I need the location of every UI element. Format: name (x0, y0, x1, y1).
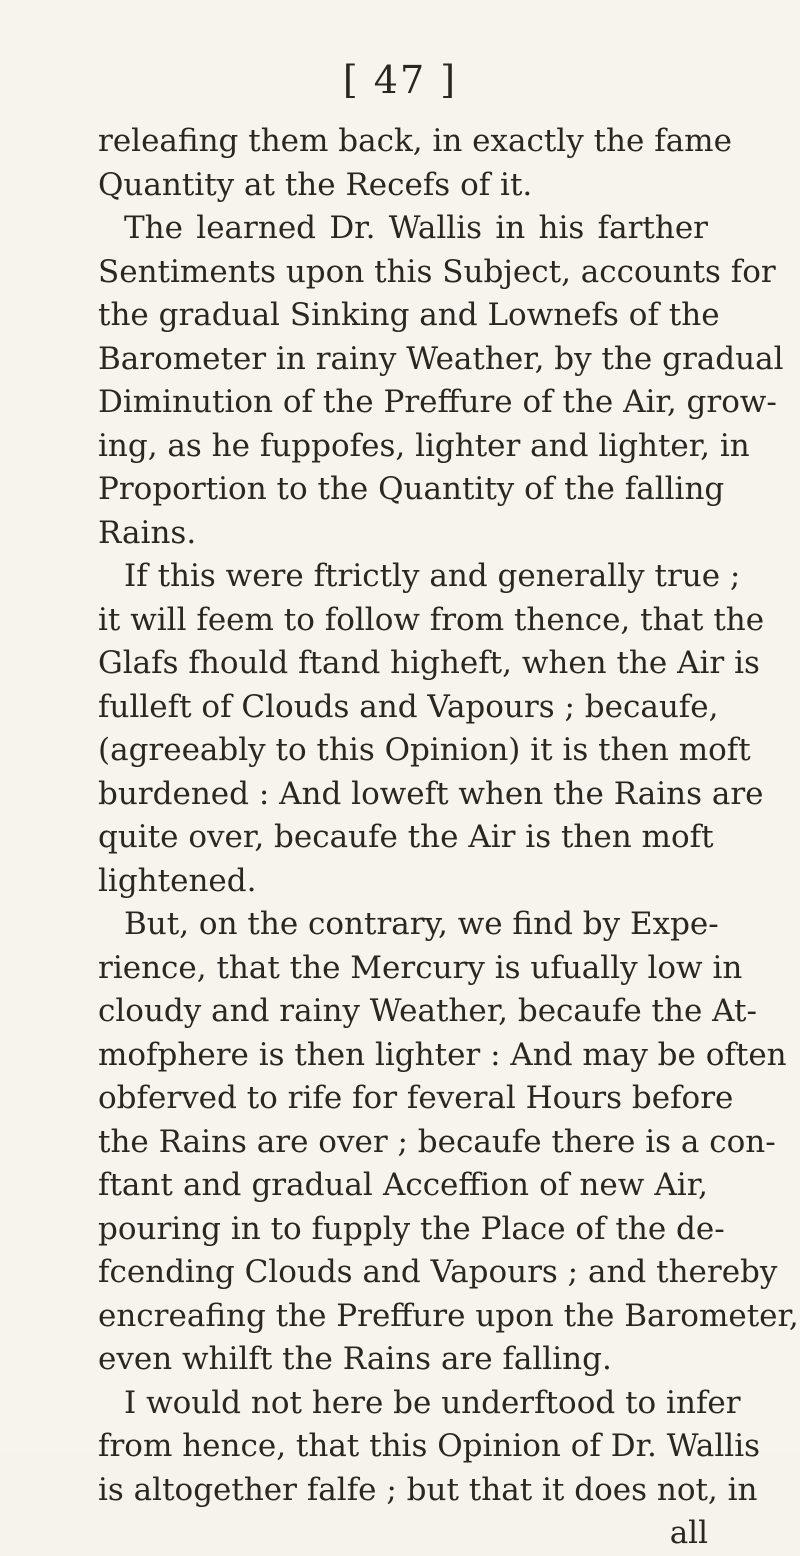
text-line: obferved to rife for feveral Hours before (98, 1080, 734, 1116)
text-line: even whilft the Rains are falling. (98, 1341, 612, 1377)
body-text (98, 120, 799, 1556)
text-line: But, on the contrary, we find by Expe- (124, 906, 719, 942)
text-line: lightened. (98, 862, 257, 899)
page-number: [ 47 ] (342, 58, 458, 102)
text-line: fcending Clouds and Vapours ; and thereby (98, 1254, 778, 1290)
text-line: rience, that the Mercury is ufually low in (98, 949, 743, 986)
catchword: all (669, 1515, 708, 1551)
text-line: the Rains are over ; becaufe there is a con- (98, 1123, 776, 1160)
text-line: burdened : And loweft when the Rains are (98, 775, 764, 812)
text-line: the gradual Sinking and Lownefs of the (98, 297, 720, 333)
text-line: The learned Dr. Wallis in his farther (124, 210, 708, 246)
text-line: (agreeably to this Opinion) it is then moft (98, 732, 751, 768)
text-line: I would not here be underftood to infer (124, 1384, 741, 1421)
text-line: Quantity at the Recefs of it. (98, 166, 533, 203)
text-line: ing, as he fuppofes, lighter and lighter, in (98, 427, 750, 464)
text-line: encreafing the Preffure upon the Barometer, (98, 1297, 799, 1334)
text-line: Diminution of the Preffure of the Air, grow- (98, 384, 777, 420)
text-line: ftant and gradual Acceffion of new Air, (98, 1167, 708, 1203)
text-line: quite over, becaufe the Air is then moft (98, 819, 714, 855)
text-line: pouring in to fupply the Place of the de- (98, 1210, 725, 1247)
text-line: Proportion to the Quantity of the falling (98, 471, 725, 507)
text-line: Barometer in rainy Weather, by the gradual (98, 340, 784, 377)
text-line: mofphere is then lighter : And may be often (98, 1036, 787, 1073)
text-line: fulleft of Clouds and Vapours ; becaufe, (98, 688, 719, 725)
text-line: releafing them back, in exactly the fame (98, 123, 732, 159)
text-line: Rains. (98, 514, 197, 551)
text-line: cloudy and rainy Weather, becaufe the At- (98, 993, 757, 1029)
text-line: Glafs fhould ftand higheft, when the Air is (98, 645, 760, 681)
text-line: is altogether falfe ; but that it does not, in (98, 1471, 758, 1508)
text-line: it will feem to follow from thence, that the (98, 601, 765, 638)
text-line: If this were ftrictly and generally true ; (124, 558, 741, 594)
text-line: from hence, that this Opinion of Dr. Wallis (98, 1428, 761, 1464)
text-line: Sentiments upon this Subject, accounts for (98, 253, 776, 290)
